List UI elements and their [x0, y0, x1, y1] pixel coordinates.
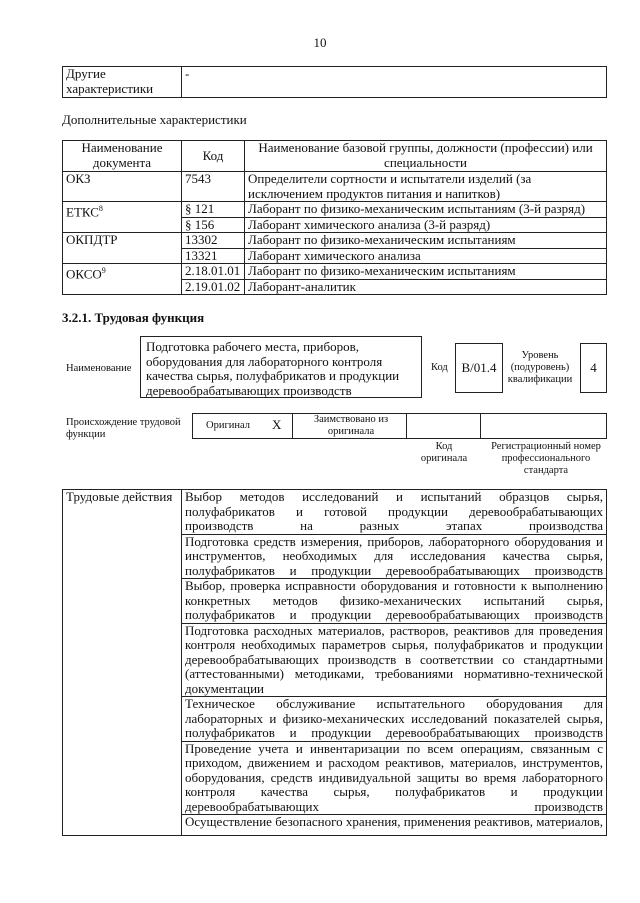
divider	[480, 413, 481, 439]
header-group-name: Наименование базовой группы, должности (профессии) или специальности	[245, 141, 607, 172]
section-heading: 3.2.1. Трудовая функция	[62, 310, 205, 325]
okso-doc-text: ОКСО	[66, 266, 102, 282]
okso-doc	[63, 264, 182, 295]
function-name-value: Подготовка рабочего места, приборов, оборудования для лабораторного контроля качества сырья, полуфабрикатов и продукции деревообрабатывающих производств	[146, 339, 400, 398]
labor-actions-label: Трудовые действия	[63, 490, 182, 836]
okso-name-2: Лаборант-аналитик	[245, 279, 607, 295]
table-row	[63, 67, 607, 98]
labor-action-7: Осуществление безопасного хранения, применения реактивов, материалов,	[182, 815, 607, 836]
labor-action-1: Выбор методов исследований и испытаний образцов сырья, полуфабрикатов и готовой продукции деревообрабатывающих производств на разных этапах производства	[182, 490, 607, 535]
table-row	[63, 172, 607, 202]
divider	[406, 413, 407, 439]
level-label: Уровень (подуровень) квалификации	[507, 350, 573, 385]
level-value: 4	[590, 360, 597, 375]
labor-action-6: Проведение учета и инвентаризации по всем операциям, связанным с приходом, движением и расходом реактивов, материалов, инструментов, оборудования, средств индивидуальной защиты во время лабораторного контроля качества сырья, полуфабрикатов и продукции деревообрабатывающих производств	[182, 741, 607, 815]
other-characteristics-value: -	[182, 67, 607, 98]
function-code-box	[455, 343, 503, 393]
other-characteristics-label: Другие характеристики	[63, 67, 182, 98]
okso-code-2: 2.19.01.02	[182, 279, 245, 295]
okz-name: Определители сортности и испытатели изделий (за исключением продуктов питания и напитков)	[245, 172, 607, 202]
function-name-box	[140, 336, 422, 398]
table-row	[63, 202, 607, 218]
additional-characteristics-table	[62, 140, 607, 295]
labor-action-5: Техническое обслуживание испытательного оборудования для лабораторных и физико-механических исследований показателей сырья, полуфабрикатов и продукции деревообрабатывающих производств	[182, 697, 607, 742]
table-header-row	[63, 141, 607, 172]
labor-action-3: Выбор, проверка исправности оборудования и готовности к выполнению конкретных методов физико-механических испытаний сырья, полуфабрикатов и продукции деревообрабатывающих производств	[182, 579, 607, 624]
header-document-name: Наименование документа	[63, 141, 182, 172]
etks-name-1: Лаборант по физико-механическим испытаниям (3-й разряд)	[245, 202, 607, 218]
okso-footnote: 9	[101, 266, 106, 275]
original-mark: X	[272, 417, 282, 432]
etks-doc	[63, 202, 182, 233]
table-row	[63, 490, 607, 535]
okpdtr-code-1: 13302	[182, 233, 245, 249]
origin-label: Происхождение трудовой функции	[66, 417, 181, 440]
header-code: Код	[182, 141, 245, 172]
level-box	[580, 343, 607, 393]
original-label: Оригинал	[206, 420, 250, 431]
function-name-label: Наименование	[66, 363, 132, 374]
labor-action-4: Подготовка расходных материалов, растворов, реактивов для проведения контроля необходимых параметров сырья, полуфабрикатов и продукции деревообрабатывающих производств в соответствии со стандартными (аттестованными) методиками, требованиями нормативно-технической документации	[182, 623, 607, 697]
page-number: 10	[313, 35, 327, 50]
okz-doc: ОКЗ	[63, 172, 182, 202]
divider	[292, 413, 293, 439]
etks-code-1: § 121	[182, 202, 245, 218]
code-label: Код	[431, 362, 448, 373]
okz-code: 7543	[182, 172, 245, 202]
etks-code-2: § 156	[182, 217, 245, 233]
labor-actions-table	[62, 489, 607, 836]
function-code-value: B/01.4	[461, 360, 497, 375]
borrowed-label: Заимствовано из оригинала	[313, 414, 389, 437]
okpdtr-name-1: Лаборант по физико-механическим испытаниям	[245, 233, 607, 249]
okpdtr-name-2: Лаборант химического анализа	[245, 248, 607, 264]
additional-characteristics-title: Дополнительные характеристики	[62, 112, 247, 127]
okso-name-1: Лаборант по физико-механическим испытаниям	[245, 264, 607, 280]
okpdtr-doc: ОКПДТР	[63, 233, 182, 264]
etks-doc-text: ЕТКС	[66, 204, 99, 220]
other-characteristics-table	[62, 66, 607, 98]
reg-number-caption: Регистрационный номер профессионального стандарта	[491, 441, 601, 476]
etks-name-2: Лаборант химического анализа (3-й разряд)	[245, 217, 607, 233]
labor-action-2: Подготовка средств измерения, приборов, лабораторного оборудования и инструментов, необходимых для исследования качества сырья, полуфабрикатов и продукции деревообрабатывающих производств	[182, 534, 607, 579]
etks-footnote: 8	[98, 204, 103, 213]
table-row	[63, 233, 607, 249]
okso-code-1: 2.18.01.01	[182, 264, 245, 280]
okpdtr-code-2: 13321	[182, 248, 245, 264]
table-row	[63, 264, 607, 280]
code-original-caption: Код оригинала	[420, 441, 468, 464]
